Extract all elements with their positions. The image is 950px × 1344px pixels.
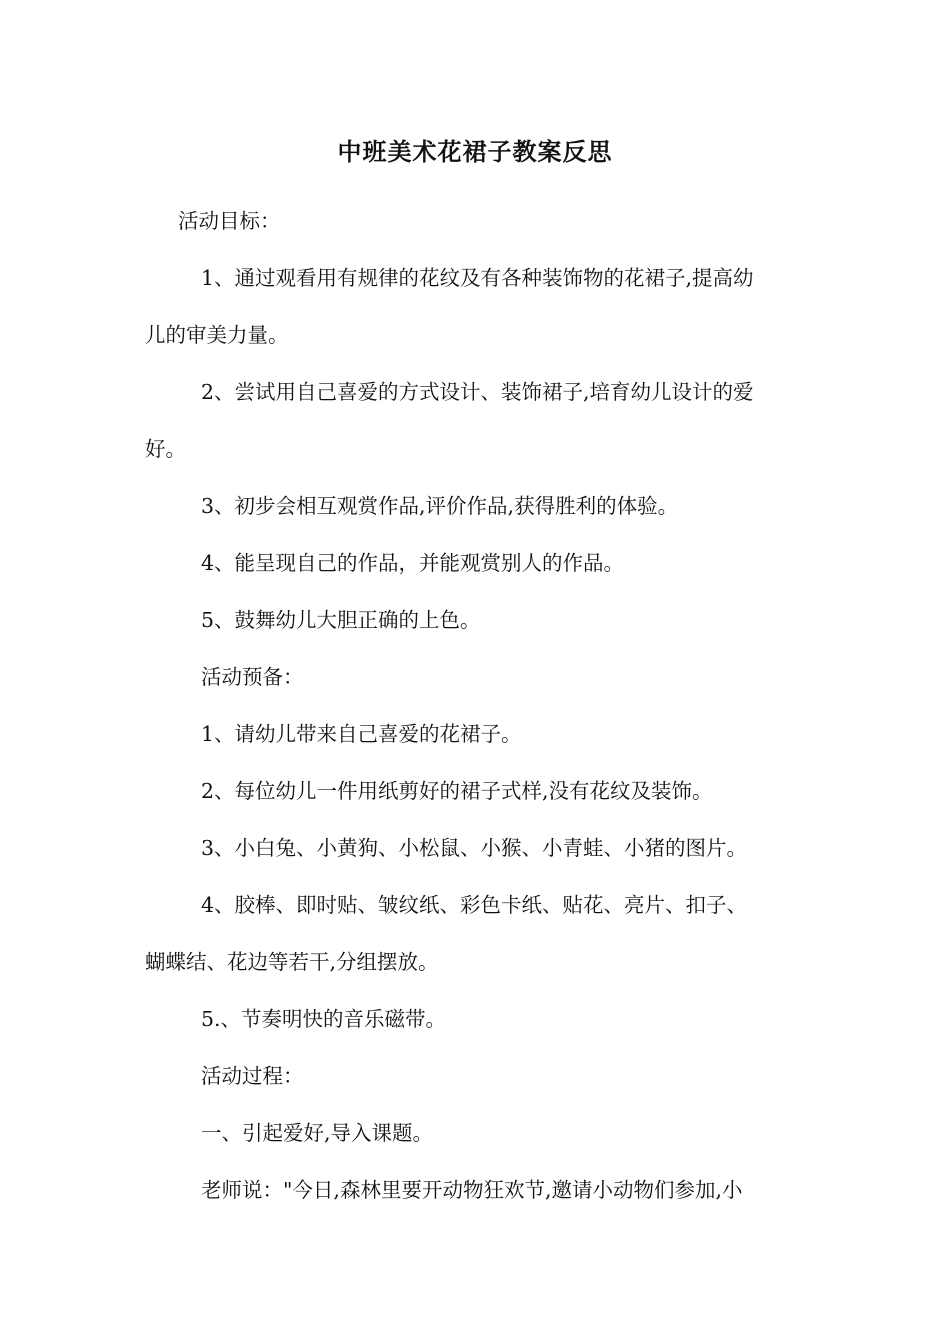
text-line: 蝴蝶结、花边等若干,分组摆放。 [145,950,439,974]
text-line: 5、鼓舞幼儿大胆正确的上色。 [201,608,481,632]
text-line: 一、引起爱好,导入课题。 [201,1121,434,1145]
text-line: 4、胶棒、即时贴、皱纹纸、彩色卡纸、贴花、亮片、扣子、 [201,893,748,917]
text-line: 2、尝试用自己喜爱的方式设计、装饰裙子,培育幼儿设计的爱 [201,380,754,404]
text-line: 3、初步会相互观赏作品,评价作品,获得胜利的体验。 [201,494,679,518]
text-line: 2、每位幼儿一件用纸剪好的裙子式样,没有花纹及装饰。 [201,779,713,803]
text-line: 4、能呈现自己的作品，并能观赏别人的作品。 [201,551,625,575]
text-line: 老师说："今日,森林里要开动物狂欢节,邀请小动物们参加,小 [201,1178,743,1202]
section-heading-goals: 活动目标： [178,209,281,233]
text-line: 5.、节奏明快的音乐磁带。 [201,1007,447,1031]
text-line: 1、通过观看用有规律的花纹及有各种装饰物的花裙子,提高幼 [201,266,754,290]
text-line: 1、请幼儿带来自己喜爱的花裙子。 [201,722,522,746]
text-line: 3、小白兔、小黄狗、小松鼠、小猴、小青蛙、小猪的图片。 [201,836,748,860]
section-heading-preparation: 活动预备： [201,665,304,689]
text-line: 儿的审美力量。 [145,323,289,347]
text-line: 好。 [145,437,186,461]
document-title: 中班美术花裙子教案反思 [337,137,613,166]
section-heading-process: 活动过程： [201,1064,304,1088]
